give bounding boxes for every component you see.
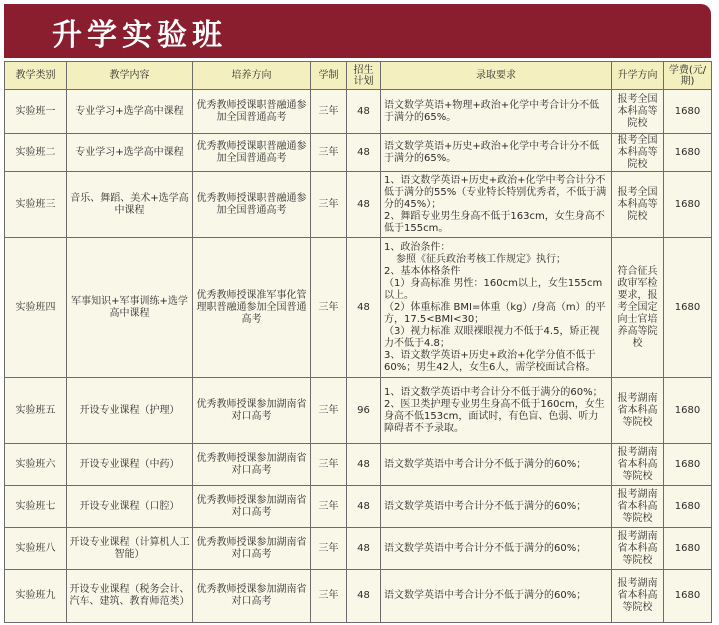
table-row [5, 570, 712, 623]
cell-target: 报考全国本科高等院校 [612, 134, 664, 172]
cell-category: 实验班六 [5, 444, 67, 486]
requirement-line: 2、基本体格条件 [384, 265, 461, 277]
cell-fee: 1680 [664, 134, 712, 172]
cell-quota: 48 [347, 444, 381, 486]
cell-duration: 三年 [311, 172, 347, 238]
requirement-line: 语文数学英语中考合计分不低于满分的60%； [384, 542, 587, 554]
cell-category: 实验班八 [5, 528, 67, 570]
cell-fee: 1680 [664, 570, 712, 623]
cell-direction: 优秀教师授课参加湖南省对口高考 [193, 486, 311, 528]
header-content: 教学内容 [67, 62, 193, 90]
requirement-line: 参照《征兵政治考核工作规定》执行； [396, 253, 566, 265]
header-duration: 学制 [311, 62, 347, 90]
requirement-line: 1、语文数学英语+历史+政治+化学中考合计分不低于满分的55%（专业特长特别优秀者，不低于满分的45%）； [384, 174, 607, 210]
cell-fee: 1680 [664, 378, 712, 444]
cell-target: 报考湖南省本科高等院校 [612, 486, 664, 528]
cell-category: 实验班三 [5, 172, 67, 238]
cell-target: 报考湖南省本科高等院校 [612, 378, 664, 444]
header-fee: 学费(元/期) [664, 62, 712, 90]
cell-target: 报考湖南省本科高等院校 [612, 444, 664, 486]
cell-fee: 1680 [664, 444, 712, 486]
table-row [5, 238, 712, 378]
cell-category: 实验班五 [5, 378, 67, 444]
cell-direction: 优秀教师授课准军事化管理职普融通参加全国普通高考 [193, 238, 311, 378]
table-row [5, 528, 712, 570]
cell-content: 专业学习+选学高中课程 [67, 90, 193, 134]
cell-direction: 优秀教师授课参加湖南省对口高考 [193, 528, 311, 570]
requirement-line: 语文数学英语中考合计分不低于满分的60%； [384, 500, 587, 512]
cell-quota: 48 [347, 570, 381, 623]
cell-category: 实验班四 [5, 238, 67, 378]
cell-category: 实验班二 [5, 134, 67, 172]
title-banner [4, 4, 711, 58]
cell-target: 报考全国本科高等院校 [612, 172, 664, 238]
header-direction: 培养方向 [193, 62, 311, 90]
table-row [5, 444, 712, 486]
cell-requirements [381, 528, 612, 570]
cell-quota: 48 [347, 528, 381, 570]
cell-direction: 优秀教师授课参加湖南省对口高考 [193, 444, 311, 486]
cell-target: 报考湖南省本科高等院校 [612, 528, 664, 570]
cell-duration: 三年 [311, 486, 347, 528]
requirement-line: 2、舞蹈专业男生身高不低于163cm，女生身高不低于155cm。 [384, 210, 605, 234]
requirement-line: 1、政治条件： [384, 241, 451, 253]
requirement-line: 语文数学英语+物理+政治+化学中考合计分不低于满分的65%。 [384, 99, 600, 123]
cell-requirements [381, 134, 612, 172]
cell-direction: 优秀教师授课职普融通参加全国普通高考 [193, 172, 311, 238]
cell-direction: 优秀教师授课职普融通参加全国普通高考 [193, 90, 311, 134]
admission-table [4, 61, 712, 623]
cell-duration: 三年 [311, 444, 347, 486]
cell-fee: 1680 [664, 172, 712, 238]
cell-content: 专业学习+选学高中课程 [67, 134, 193, 172]
cell-requirements [381, 90, 612, 134]
cell-quota: 96 [347, 378, 381, 444]
cell-requirements [381, 238, 612, 378]
cell-duration: 三年 [311, 378, 347, 444]
cell-category: 实验班一 [5, 90, 67, 134]
requirement-line: （2）体重标准 BMI=体重（kg）/身高（m）的平方，17.5<BMI<30； [384, 301, 606, 325]
cell-content: 音乐、舞蹈、美术+选学高中课程 [67, 172, 193, 238]
page-title: 升学实验班 [52, 18, 227, 53]
table-row [5, 172, 712, 238]
cell-target: 符合征兵政审军检要求，报考全国定向士官培养高等院校 [612, 238, 664, 378]
cell-duration: 三年 [311, 134, 347, 172]
cell-duration: 三年 [311, 528, 347, 570]
table-row [5, 378, 712, 444]
cell-requirements [381, 486, 612, 528]
cell-category: 实验班七 [5, 486, 67, 528]
cell-direction: 优秀教师授课参加湖南省对口高考 [193, 570, 311, 623]
requirement-line: 语文数学英语中考合计分不低于满分的60%； [384, 458, 587, 470]
cell-target: 报考全国本科高等院校 [612, 90, 664, 134]
table-body [5, 90, 712, 623]
requirement-line: 2、医卫类护理专业男生身高不低于160cm，女生身高不低153cm，面试时，有色盲、色弱、听力障碍者不予录取。 [384, 398, 605, 434]
cell-duration: 三年 [311, 90, 347, 134]
cell-quota: 48 [347, 134, 381, 172]
requirement-line: 1、语文数学英语中考合计分不低于满分的60%； [384, 386, 603, 398]
cell-quota: 48 [347, 238, 381, 378]
cell-requirements [381, 172, 612, 238]
header-quota: 招生计划 [347, 62, 381, 90]
table-row [5, 90, 712, 134]
requirement-line: （3）视力标准 双眼裸眼视力不低于4.5，矫正视力不低于4.8； [384, 325, 600, 349]
cell-quota: 48 [347, 90, 381, 134]
cell-requirements [381, 570, 612, 623]
cell-fee: 1680 [664, 238, 712, 378]
cell-content: 开设专业课程（中药） [67, 444, 193, 486]
table-row [5, 486, 712, 528]
cell-duration: 三年 [311, 238, 347, 378]
header-row [5, 62, 712, 90]
cell-fee: 1680 [664, 528, 712, 570]
cell-target: 报考湖南省本科高等院校 [612, 570, 664, 623]
requirement-line: 语文数学英语+历史+政治+化学中考合计分不低于满分的65%。 [384, 140, 600, 164]
cell-category: 实验班九 [5, 570, 67, 623]
cell-quota: 48 [347, 486, 381, 528]
cell-requirements [381, 444, 612, 486]
cell-content: 开设专业课程（护理） [67, 378, 193, 444]
header-requirements: 录取要求 [381, 62, 612, 90]
cell-direction: 优秀教师授课参加湖南省对口高考 [193, 378, 311, 444]
requirement-line: 3、语文数学英语+历史+政治+化学分值不低于60%；男生42人，女生6人，需学校面试合格。 [384, 349, 596, 373]
cell-quota: 48 [347, 172, 381, 238]
requirement-line: 语文数学英语中考合计分不低于满分的60%； [384, 590, 587, 601]
requirement-line: （1）身高标准 男性：160cm以上，女生155cm以上。 [384, 277, 603, 301]
cell-content: 军事知识+军事训练+选学高中课程 [67, 238, 193, 378]
cell-fee: 1680 [664, 90, 712, 134]
table-row [5, 134, 712, 172]
cell-content: 开设专业课程（计算机人工智能） [67, 528, 193, 570]
header-target: 升学方向 [612, 62, 664, 90]
cell-requirements [381, 378, 612, 444]
cell-duration: 三年 [311, 570, 347, 623]
header-category: 教学类别 [5, 62, 67, 90]
cell-direction: 优秀教师授课职普融通参加全国普通高考 [193, 134, 311, 172]
cell-content: 开设专业课程（税务会计、汽车、建筑、教育师范类） [67, 570, 193, 623]
cell-content: 开设专业课程（口腔） [67, 486, 193, 528]
cell-fee: 1680 [664, 486, 712, 528]
